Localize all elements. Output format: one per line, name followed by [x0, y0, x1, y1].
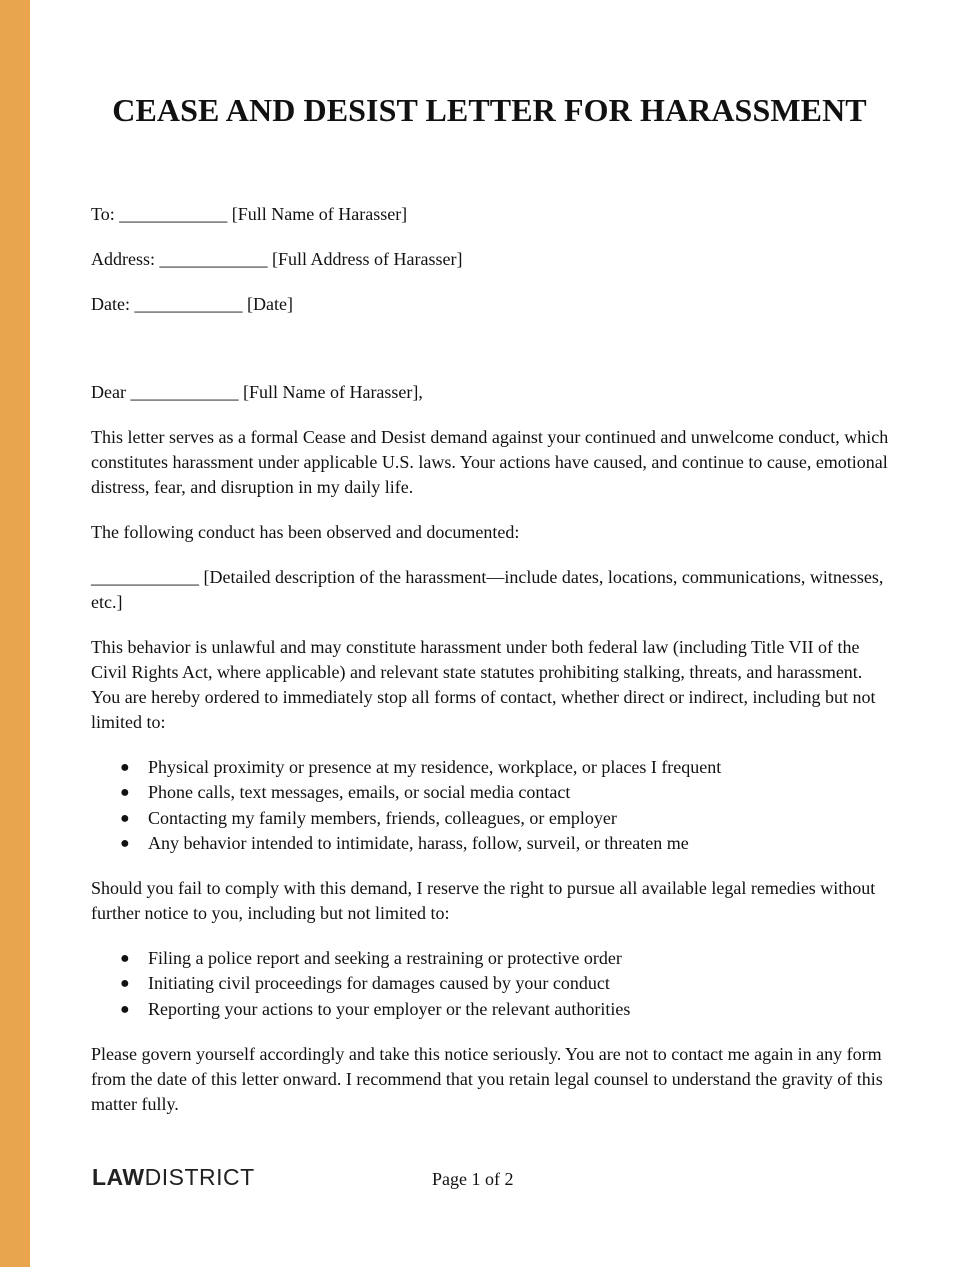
closing-paragraph: Please govern yourself accordingly and take this notice seriously. You are not to contact me again in any form from the date of this letter onward. I recommend that you retain legal counsel to understand the gravity of this matter fully.	[91, 1044, 883, 1114]
list-item	[91, 831, 891, 856]
list-item	[91, 806, 891, 831]
bullet-icon: ●	[120, 759, 130, 776]
list-item-text: Physical proximity or presence at my residence, workplace, or places I frequent	[148, 757, 722, 777]
bullet-icon: ●	[120, 1000, 130, 1018]
bullet-icon: ●	[120, 834, 130, 852]
harassment-description-paragraph: ____________ [Detailed description of the harassment—include dates, locations, communications, witnesses, etc.]	[91, 567, 884, 612]
conduct-intro-paragraph: The following conduct has been observed and documented:	[91, 522, 520, 542]
address-field: Address: ____________ [Full Address of Harasser]	[91, 249, 463, 269]
list-item	[91, 971, 891, 996]
intro-paragraph: This letter serves as a formal Cease and Desist demand against your continued and unwelcome conduct, which constitutes harassment under applicable U.S. laws. Your actions have caused, and continue to cause, emotional distress, fear, and disruption in my daily life.	[91, 427, 889, 497]
list-item-text: Reporting your actions to your employer or the relevant authorities	[148, 998, 631, 1019]
bullet-icon: ●	[120, 784, 130, 802]
bullet-icon: ●	[120, 809, 130, 827]
contact-forms-list	[91, 755, 891, 856]
lawdistrict-logo	[92, 1163, 255, 1191]
page-number: Page 1 of 2	[432, 1169, 514, 1189]
list-item	[91, 997, 891, 1022]
remedies-list	[91, 946, 891, 1022]
list-item-text: Filing a police report and seeking a restraining or protective order	[148, 948, 622, 968]
accent-sidebar	[0, 0, 30, 1267]
list-item	[91, 946, 891, 971]
salutation: Dear ____________ [Full Name of Harasser],	[91, 382, 423, 402]
list-item	[91, 780, 891, 805]
bullet-icon: ●	[120, 975, 130, 993]
unlawful-behavior-paragraph: This behavior is unlawful and may constitute harassment under both federal law (including Title VII of the Civil Rights Act, where applicable) and relevant state statutes prohibiting stalking, threats, and harassment. You are hereby ordered to immediately stop all forms of contact, whether direct or indirect, including but not limited to:	[91, 637, 876, 732]
document-title: CEASE AND DESIST LETTER FOR HARASSMENT	[112, 92, 867, 128]
date-field: Date: ____________ [Date]	[91, 294, 293, 314]
list-item-text: Phone calls, text messages, emails, or social media contact	[148, 782, 571, 803]
legal-remedies-paragraph: Should you fail to comply with this demand, I reserve the right to pursue all available legal remedies without further notice to you, including but not limited to:	[91, 878, 876, 923]
list-item-text: Initiating civil proceedings for damages caused by your conduct	[148, 973, 610, 994]
list-item-text: Contacting my family members, friends, colleagues, or employer	[148, 807, 617, 828]
logo-law-text: LAW	[92, 1164, 145, 1190]
list-item-text: Any behavior intended to intimidate, harass, follow, surveil, or threaten me	[148, 832, 689, 853]
list-item	[91, 755, 891, 780]
bullet-icon: ●	[120, 950, 130, 967]
logo-district-text: DISTRICT	[144, 1164, 255, 1190]
to-field: To: ____________ [Full Name of Harasser]	[91, 204, 408, 224]
